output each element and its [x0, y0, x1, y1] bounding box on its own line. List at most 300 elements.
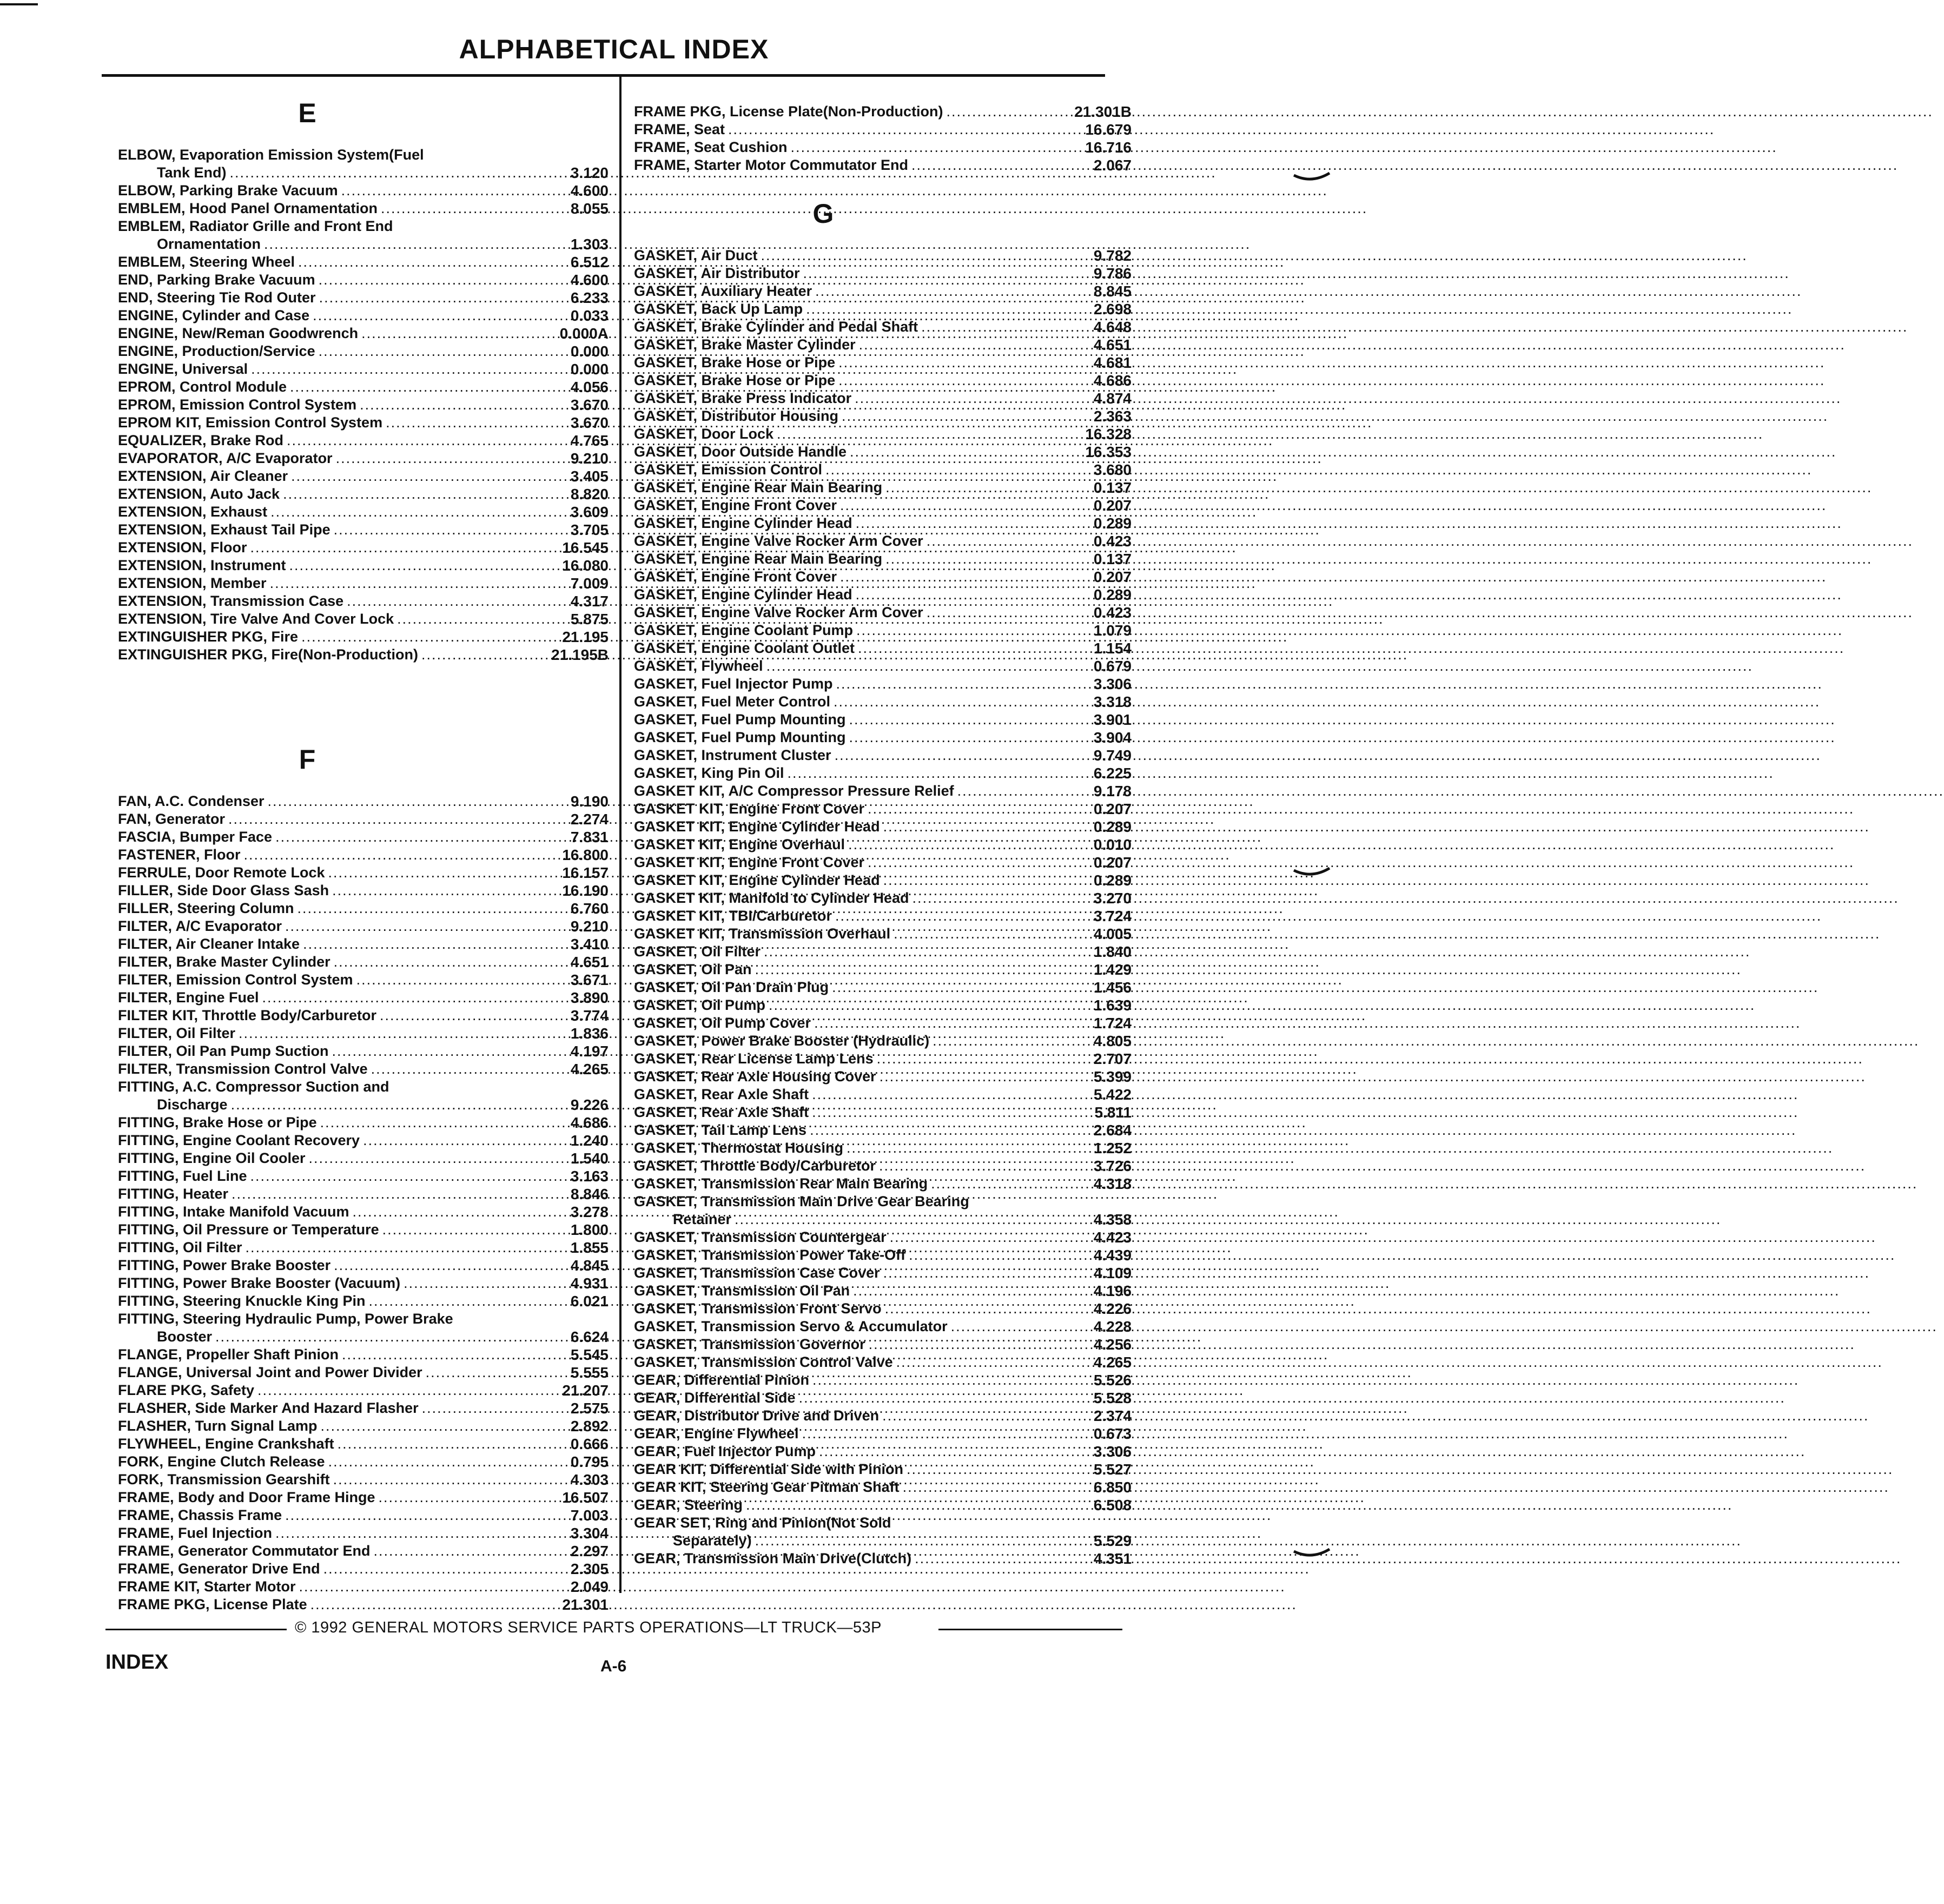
- entry-description: EPROM, Emission Control System: [118, 396, 357, 413]
- index-entry: [118, 864, 609, 882]
- index-entry: [118, 414, 609, 432]
- entry-text: [118, 1257, 506, 1274]
- index-entry: [118, 574, 609, 592]
- index-entry: [118, 1560, 609, 1578]
- entry-reference: 1.836: [570, 1025, 609, 1042]
- section-letter: G: [812, 199, 834, 229]
- index-entry: [634, 889, 1132, 907]
- entry-description: FITTING, Brake Hose or Pipe: [118, 1114, 317, 1130]
- entry-description: GASKET, Air Duct: [634, 247, 758, 263]
- entry-text: [634, 318, 1022, 336]
- entry-text: [118, 810, 506, 828]
- entry-text: [118, 235, 506, 253]
- entry-text: [118, 1203, 506, 1221]
- index-entry: [118, 289, 609, 307]
- entry-text: [634, 1246, 1022, 1264]
- index-entry: [118, 628, 609, 646]
- entry-reference: 3.680: [1093, 461, 1132, 478]
- entry-text: [634, 1443, 1022, 1460]
- entry-reference: 0.679: [1093, 658, 1132, 675]
- index-entry: [634, 550, 1132, 568]
- entry-reference: 2.374: [1093, 1407, 1132, 1424]
- index-entry: [634, 1193, 1132, 1211]
- index-entry: [634, 961, 1132, 979]
- entry-description: FILTER, Brake Master Cylinder: [118, 954, 330, 970]
- index-entry: [634, 836, 1132, 854]
- index-entry: [634, 532, 1132, 550]
- entry-description: FITTING, Heater: [118, 1186, 229, 1202]
- dot-leader: [838, 354, 1825, 372]
- index-entry: [634, 1389, 1132, 1407]
- index-entry: [118, 1399, 609, 1417]
- entry-reference: 0.000A: [559, 325, 609, 342]
- index-entry: [118, 592, 609, 610]
- entry-text: [118, 289, 506, 307]
- entry-description: GASKET, Instrument Cluster: [634, 747, 831, 763]
- index-entry: [118, 325, 609, 342]
- entry-reference: 4.056: [570, 379, 609, 395]
- entry-reference: 0.423: [1093, 604, 1132, 621]
- page-number: A-6: [600, 1657, 627, 1675]
- entry-description: FITTING, Engine Coolant Recovery: [118, 1132, 360, 1148]
- dot-leader: [825, 461, 1812, 479]
- entry-reference: 21.301B: [1074, 103, 1132, 120]
- index-entry: [118, 989, 609, 1007]
- entry-text: [634, 657, 1022, 675]
- index-entry: [118, 378, 609, 396]
- entry-text: [634, 300, 1022, 318]
- entry-text: [634, 639, 1022, 657]
- entry-description: GASKET, Rear Axle Shaft: [634, 1104, 809, 1120]
- entry-text: [118, 828, 506, 846]
- index-entry: [634, 1532, 1132, 1550]
- entry-description: EMBLEM, Hood Panel Ornamentation: [118, 200, 378, 216]
- entry-reference: 4.318: [1093, 1175, 1132, 1192]
- entry-reference: 16.545: [562, 539, 609, 556]
- dot-leader: [836, 675, 1823, 693]
- binding-tick-mark: [1293, 172, 1331, 183]
- entry-text: [118, 1096, 506, 1114]
- entry-text: [118, 1274, 506, 1292]
- entry-text: [118, 449, 506, 467]
- entry-description: EQUALIZER, Brake Rod: [118, 432, 284, 448]
- entry-text: [118, 485, 506, 503]
- index-entry: [118, 1078, 609, 1096]
- entry-description: GASKET KIT, Engine Overhaul: [634, 836, 845, 852]
- index-entry: [634, 996, 1132, 1014]
- entry-text: [634, 1425, 1022, 1443]
- entry-reference: 4.600: [570, 272, 609, 288]
- dot-leader: [850, 443, 1836, 461]
- entry-description: FLANGE, Propeller Shaft Pinion: [118, 1346, 339, 1363]
- entry-text: [118, 1239, 506, 1257]
- entry-description: GASKET, Engine Valve Rocker Arm Cover: [634, 533, 923, 549]
- index-entry: [634, 1407, 1132, 1425]
- index-entry: [118, 953, 609, 971]
- entry-description: GASKET, Brake Cylinder and Pedal Shaft: [634, 319, 918, 335]
- entry-text: [118, 864, 506, 882]
- entry-reference: 1.540: [570, 1150, 609, 1167]
- entry-reference: 9.226: [570, 1096, 609, 1113]
- entry-description: FRAME, Generator Drive End: [118, 1561, 320, 1577]
- entry-reference: 3.890: [570, 989, 609, 1006]
- copyright-line: © 1992 GENERAL MOTORS SERVICE PARTS OPERATIONS—LT TRUCK—53P: [295, 1619, 882, 1636]
- dot-leader: [799, 1389, 1786, 1407]
- dot-leader: [853, 1282, 1840, 1300]
- index-entry: [634, 265, 1132, 282]
- index-entry: [634, 1068, 1132, 1086]
- entry-reference: 5.526: [1093, 1372, 1132, 1389]
- index-entry: [118, 449, 609, 467]
- entry-description: GEAR, Engine Flywheel: [634, 1425, 799, 1442]
- entry-description: EXTINGUISHER PKG, Fire: [118, 629, 299, 645]
- entry-text: [634, 746, 1022, 764]
- footer-rule-right: [938, 1629, 1122, 1630]
- entry-text: [118, 846, 506, 864]
- index-entry: [634, 657, 1132, 675]
- entry-description: FITTING, Engine Oil Cooler: [118, 1150, 306, 1166]
- entry-description: GASKET, Distributor Housing: [634, 408, 838, 424]
- index-entry: [634, 1496, 1132, 1514]
- entry-text: [634, 836, 1022, 854]
- entry-description: FLANGE, Universal Joint and Power Divider: [118, 1364, 422, 1380]
- section-letter: E: [298, 98, 316, 128]
- entry-reference: 1.639: [1093, 997, 1132, 1014]
- entry-reference: 4.109: [1093, 1265, 1132, 1281]
- entry-description: GASKET, Transmission Power Take-Off: [634, 1247, 906, 1263]
- dot-leader: [810, 1121, 1796, 1139]
- entry-description: GASKET KIT, TBI/Carburetor: [634, 908, 832, 924]
- entry-text: [118, 307, 506, 325]
- entry-text: [634, 1014, 1022, 1032]
- entry-text: [118, 1060, 506, 1078]
- section-gap: [634, 174, 1132, 194]
- entry-description: GASKET, Back Up Lamp: [634, 301, 803, 317]
- entry-reference: 4.226: [1093, 1300, 1132, 1317]
- entry-description: GEAR SET, Ring and Pinion(Not Sold: [634, 1515, 891, 1531]
- index-entry: [634, 1050, 1132, 1068]
- entry-text: [118, 378, 506, 396]
- entry-reference: 1.079: [1093, 622, 1132, 639]
- index-entry: [634, 1032, 1132, 1050]
- entry-text: [634, 729, 1022, 746]
- index-entry: [118, 1274, 609, 1292]
- entry-description: Retainer: [673, 1211, 732, 1227]
- entry-reference: 4.439: [1093, 1247, 1132, 1264]
- right-column: [634, 93, 1132, 1568]
- entry-text: [634, 497, 1022, 514]
- entry-description: FORK, Transmission Gearshift: [118, 1471, 330, 1488]
- entry-description: GASKET, Tail Lamp Lens: [634, 1122, 807, 1138]
- entry-description: GASKET, Engine Valve Rocker Arm Cover: [634, 604, 923, 620]
- entry-reference: 4.845: [570, 1257, 609, 1274]
- page-title: ALPHABETICAL INDEX: [459, 34, 769, 64]
- index-entry: [118, 1417, 609, 1435]
- entry-description: END, Steering Tie Rod Outer: [118, 289, 316, 306]
- entry-description: GASKET, Engine Cylinder Head: [634, 515, 852, 531]
- index-entry: [634, 782, 1132, 800]
- entry-reference: 2.707: [1093, 1050, 1132, 1067]
- entry-description: FRAME PKG, License Plate: [118, 1596, 307, 1612]
- index-entry: [118, 1542, 609, 1560]
- binding-tick-mark: [1293, 1548, 1331, 1559]
- entry-description: FRAME, Generator Commutator End: [118, 1543, 371, 1559]
- index-entry: [634, 1228, 1132, 1246]
- entry-reference: 3.609: [570, 504, 609, 520]
- entry-description: GASKET, Engine Rear Main Bearing: [634, 551, 883, 567]
- entry-text: [118, 610, 506, 628]
- entry-description: ENGINE, Production/Service: [118, 343, 315, 359]
- entry-description: EXTENSION, Instrument: [118, 557, 286, 573]
- entry-reference: 16.353: [1085, 444, 1132, 460]
- entry-description: GASKET, Fuel Meter Control: [634, 693, 831, 710]
- entry-reference: 1.252: [1093, 1140, 1132, 1156]
- entry-reference: 4.358: [1093, 1211, 1132, 1228]
- index-entry: [118, 164, 609, 182]
- dot-leader: [769, 996, 1755, 1014]
- entry-description: FITTING, Power Brake Booster: [118, 1257, 331, 1273]
- index-entry: [118, 182, 609, 200]
- index-entry: [118, 1346, 609, 1364]
- entry-description: EXTENSION, Transmission Case: [118, 593, 344, 609]
- dot-leader: [746, 1496, 1733, 1514]
- entry-text: [634, 1264, 1022, 1282]
- index-entry: [118, 253, 609, 271]
- entry-text: [634, 1282, 1022, 1300]
- entry-text: [634, 907, 1022, 925]
- index-entry: [634, 675, 1132, 693]
- index-entry: [118, 1506, 609, 1524]
- entry-description: GASKET, Engine Coolant Outlet: [634, 640, 855, 656]
- index-entry: [118, 1578, 609, 1596]
- index-entry: [118, 1257, 609, 1274]
- entry-reference: 0.289: [1093, 586, 1132, 603]
- entry-reference: 2.274: [570, 811, 609, 828]
- dot-leader: [310, 1596, 1297, 1614]
- index-entry: [118, 1007, 609, 1024]
- entry-text: [634, 138, 1022, 156]
- entry-reference: 0.423: [1093, 533, 1132, 550]
- entry-text: [118, 396, 506, 414]
- index-entry: [118, 1489, 609, 1506]
- entry-description: GASKET, Engine Cylinder Head: [634, 586, 852, 603]
- entry-text: [118, 1542, 506, 1560]
- entry-reference: 0.033: [570, 307, 609, 324]
- entry-description: GASKET, Oil Pump Cover: [634, 1015, 811, 1031]
- entry-description: GASKET, Oil Filter: [634, 943, 761, 960]
- dot-leader: [859, 336, 1846, 354]
- entry-reference: 16.157: [562, 864, 609, 881]
- dot-leader: [868, 854, 1854, 871]
- entry-description: FLYWHEEL, Engine Crankshaft: [118, 1436, 334, 1452]
- entry-text: [118, 325, 506, 342]
- dot-leader: [766, 657, 1753, 675]
- entry-text: [118, 200, 506, 217]
- index-entry: [118, 1471, 609, 1489]
- index-entry: [634, 871, 1132, 889]
- entry-text: [118, 414, 506, 432]
- entry-reference: 4.351: [1093, 1550, 1132, 1567]
- entry-reference: 0.795: [570, 1453, 609, 1470]
- entry-description: ELBOW, Parking Brake Vacuum: [118, 182, 338, 199]
- index-entry: [634, 622, 1132, 639]
- entry-description: GASKET, Fuel Pump Mounting: [634, 729, 846, 745]
- entry-text: [634, 1478, 1022, 1496]
- index-entry: [118, 360, 609, 378]
- entry-text: [118, 217, 506, 235]
- index-entry: [118, 1328, 609, 1346]
- index-entry: [634, 497, 1132, 514]
- entry-description: GASKET, Transmission Servo & Accumulator: [634, 1318, 948, 1334]
- entry-reference: 0.207: [1093, 497, 1132, 514]
- dot-leader: [735, 1211, 1721, 1228]
- entry-reference: 9.190: [570, 793, 609, 810]
- entry-description: GASKET, Brake Master Cylinder: [634, 336, 856, 353]
- entry-reference: 1.456: [1093, 979, 1132, 996]
- entry-reference: 2.297: [570, 1543, 609, 1559]
- index-entry: [118, 539, 609, 557]
- entry-description: Ornamentation: [157, 236, 261, 252]
- entry-text: [634, 532, 1022, 550]
- index-entry: [634, 1318, 1132, 1336]
- entry-description: GASKET KIT, Engine Cylinder Head: [634, 872, 880, 888]
- index-entry: [118, 1435, 609, 1453]
- entry-description: FILTER, Emission Control System: [118, 971, 353, 988]
- entry-description: FLASHER, Turn Signal Lamp: [118, 1418, 318, 1434]
- entry-text: [118, 1524, 506, 1542]
- entry-description: GASKET, Brake Press Indicator: [634, 390, 852, 406]
- entry-description: GASKET, Rear Axle Shaft: [634, 1086, 809, 1102]
- entry-text: [118, 557, 506, 574]
- entry-text: [118, 1560, 506, 1578]
- entry-text: [118, 646, 506, 664]
- entry-reference: 0.289: [1093, 515, 1132, 532]
- entry-description: FRAME, Chassis Frame: [118, 1507, 282, 1523]
- entry-description: EPROM KIT, Emission Control System: [118, 414, 383, 431]
- entry-description: ENGINE, New/Reman Goodwrench: [118, 325, 359, 341]
- entry-text: [634, 407, 1022, 425]
- index-entry: [634, 1157, 1132, 1175]
- dot-leader: [806, 300, 1793, 318]
- entry-text: [634, 156, 1022, 174]
- entry-reference: 6.512: [570, 254, 609, 270]
- entry-description: GASKET, Brake Hose or Pipe: [634, 372, 836, 388]
- index-entry: [118, 1221, 609, 1239]
- entry-text: [634, 764, 1022, 782]
- entry-description: FRAME, Seat: [634, 121, 725, 137]
- dot-leader: [761, 247, 1748, 265]
- index-entry: [118, 810, 609, 828]
- entry-reference: 4.686: [570, 1114, 609, 1131]
- entry-text: [118, 1364, 506, 1381]
- left-column: [118, 93, 609, 1614]
- index-entry: [634, 568, 1132, 586]
- entry-description: FRAME KIT, Starter Motor: [118, 1578, 296, 1595]
- entry-description: GASKET, Flywheel: [634, 658, 763, 674]
- entry-description: GASKET, Engine Rear Main Bearing: [634, 479, 883, 495]
- entry-text: [118, 539, 506, 557]
- entry-description: FRAME, Fuel Injection: [118, 1525, 273, 1541]
- index-entry: [118, 828, 609, 846]
- lead-spacer: [634, 93, 1132, 103]
- index-entry: [118, 1096, 609, 1114]
- dot-leader: [812, 1103, 1798, 1121]
- dot-leader: [788, 764, 1774, 782]
- entry-reference: 6.233: [570, 289, 609, 306]
- index-entry: [634, 1246, 1132, 1264]
- entry-reference: 1.154: [1093, 640, 1132, 657]
- entry-text: [118, 1471, 506, 1489]
- entry-description: GASKET KIT, Engine Cylinder Head: [634, 818, 880, 835]
- entry-description: FORK, Engine Clutch Release: [118, 1453, 325, 1470]
- entry-text: [634, 1407, 1022, 1425]
- entry-reference: 4.228: [1093, 1318, 1132, 1335]
- entry-text: [634, 1514, 1022, 1532]
- entry-reference: 5.875: [570, 611, 609, 627]
- index-entry: [118, 646, 609, 664]
- entry-text: [634, 1193, 1022, 1211]
- index-entry: [634, 389, 1132, 407]
- index-entry: [634, 729, 1132, 746]
- entry-reference: 2.363: [1093, 408, 1132, 425]
- entry-text: [634, 354, 1022, 372]
- index-entry: [118, 1042, 609, 1060]
- index-entry: [634, 156, 1132, 174]
- entry-reference: 0.137: [1093, 479, 1132, 496]
- entry-text: [118, 360, 506, 378]
- entry-reference: 4.681: [1093, 354, 1132, 371]
- entry-reference: 3.774: [570, 1007, 609, 1024]
- index-entry: [118, 1149, 609, 1167]
- entry-reference: 5.422: [1093, 1086, 1132, 1103]
- entry-reference: 8.820: [570, 486, 609, 503]
- entry-text: [118, 1399, 506, 1417]
- entry-reference: 3.306: [1093, 1443, 1132, 1460]
- entry-reference: 5.399: [1093, 1068, 1132, 1085]
- index-entry: [634, 907, 1132, 925]
- index-entry: [634, 925, 1132, 943]
- entry-reference: 16.679: [1085, 121, 1132, 138]
- entry-description: EXTENSION, Member: [118, 575, 267, 591]
- dot-leader: [848, 836, 1835, 854]
- entry-description: GASKET, Auxiliary Heater: [634, 283, 812, 299]
- entry-description: GASKET, Oil Pan Drain Plug: [634, 979, 829, 995]
- entry-text: [118, 1024, 506, 1042]
- entry-text: [118, 1132, 506, 1149]
- entry-text: [118, 164, 506, 182]
- entry-text: [634, 1121, 1022, 1139]
- entry-reference: 4.805: [1093, 1033, 1132, 1049]
- entry-text: [634, 1532, 1022, 1550]
- entry-text: [118, 1506, 506, 1524]
- entry-description: EMBLEM, Steering Wheel: [118, 254, 295, 270]
- entry-text: [118, 1596, 506, 1614]
- entry-description: GASKET, Transmission Rear Main Bearing: [634, 1175, 928, 1192]
- index-entry: [634, 586, 1132, 604]
- entry-text: [634, 979, 1022, 996]
- index-entry: [634, 372, 1132, 389]
- index-entry: [118, 271, 609, 289]
- entry-text: [634, 550, 1022, 568]
- entry-text: [634, 1460, 1022, 1478]
- entry-description: ENGINE, Universal: [118, 361, 248, 377]
- entry-text: [118, 503, 506, 521]
- entry-description: EXTENSION, Exhaust Tail Pipe: [118, 521, 330, 538]
- entry-reference: 0.289: [1093, 818, 1132, 835]
- entry-text: [118, 935, 506, 953]
- entry-reference: 3.163: [570, 1168, 609, 1185]
- index-entry: [118, 235, 609, 253]
